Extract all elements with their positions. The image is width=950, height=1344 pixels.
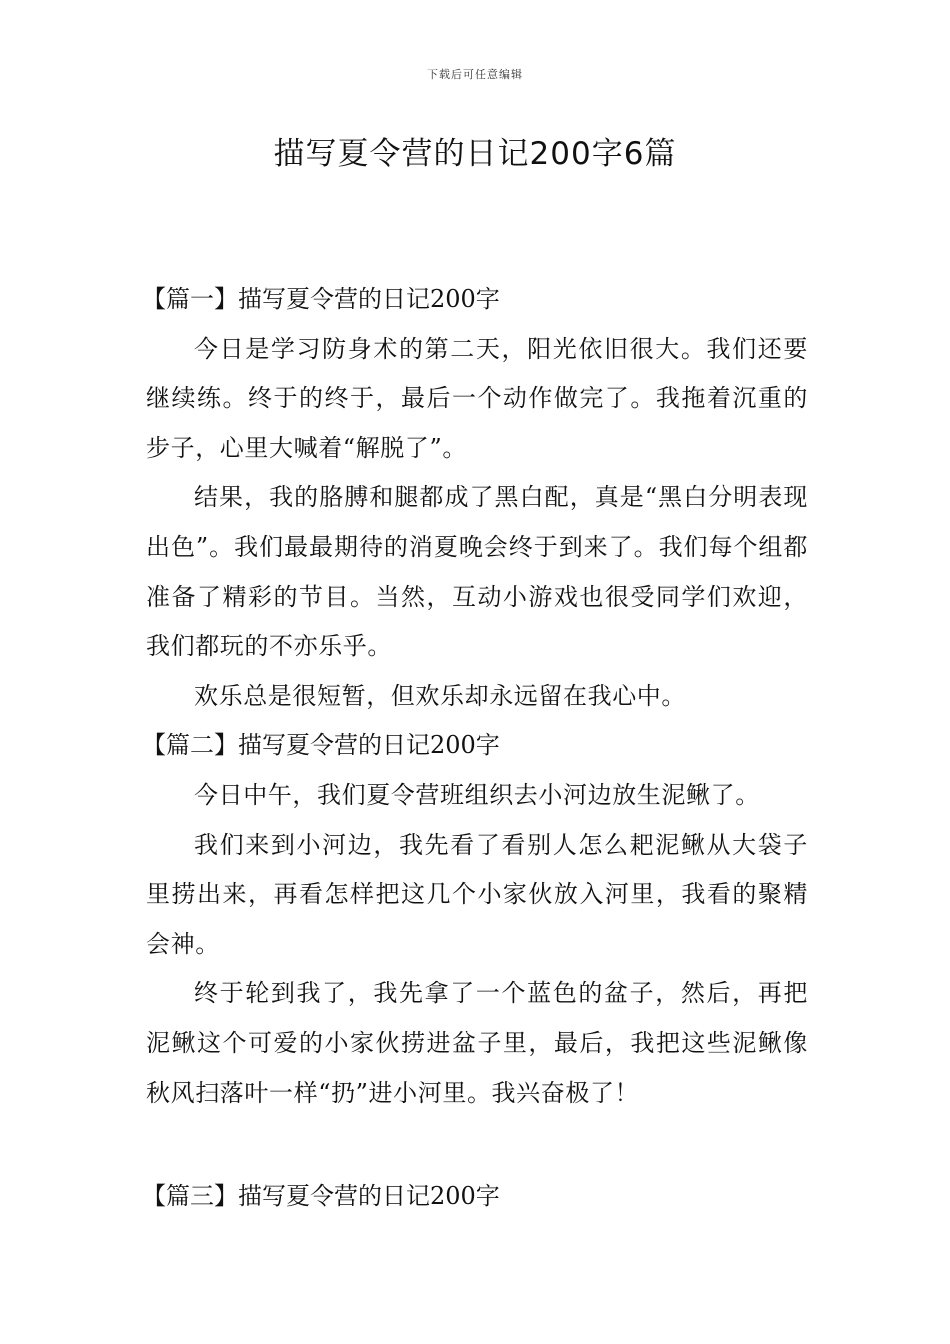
section-heading-2: 【篇二】描写夏令营的日记200字	[142, 731, 500, 760]
paragraph: 结果，我的胳膊和腿都成了黑白配，真是“黑白分明表现出色”。我们最最期待的消夏晚会终于到来了。我们每个组都准备了精彩的节目。当然，互动小游戏也很受同学们欢迎，我们都玩的不亦乐乎。	[146, 483, 808, 661]
section-spacer	[146, 1118, 808, 1172]
document-body	[142, 275, 808, 1222]
document-title: 描写夏令营的日记200字6篇	[273, 136, 677, 172]
paragraph: 我们来到小河边，我先看了看别人怎么耙泥鳅从大袋子里捞出来，再看怎样把这几个小家伙放入河里，我看的聚精会神。	[146, 830, 808, 958]
section-heading-3: 【篇三】描写夏令营的日记200字	[142, 1182, 500, 1211]
section-heading-1: 【篇一】描写夏令营的日记200字	[142, 285, 500, 313]
paragraph: 终于轮到我了，我先拿了一个蓝色的盆子，然后，再把泥鳅这个可爱的小家伙捞进盆子里，最后，我把这些泥鳅像秋风扫落叶一样“扔”进小河里。我兴奋极了！	[146, 979, 808, 1107]
header-note: 下载后可任意编辑	[427, 68, 523, 81]
paragraph: 今日是学习防身术的第二天，阳光依旧很大。我们还要继续练。终于的终于，最后一个动作做完了。我拖着沉重的步子，心里大喊着“解脱了”。	[146, 334, 808, 462]
paragraph: 欢乐总是很短暂，但欢乐却永远留在我心中。	[194, 681, 686, 710]
paragraph: 今日中午，我们夏令营班组织去小河边放生泥鳅了。	[194, 780, 760, 809]
